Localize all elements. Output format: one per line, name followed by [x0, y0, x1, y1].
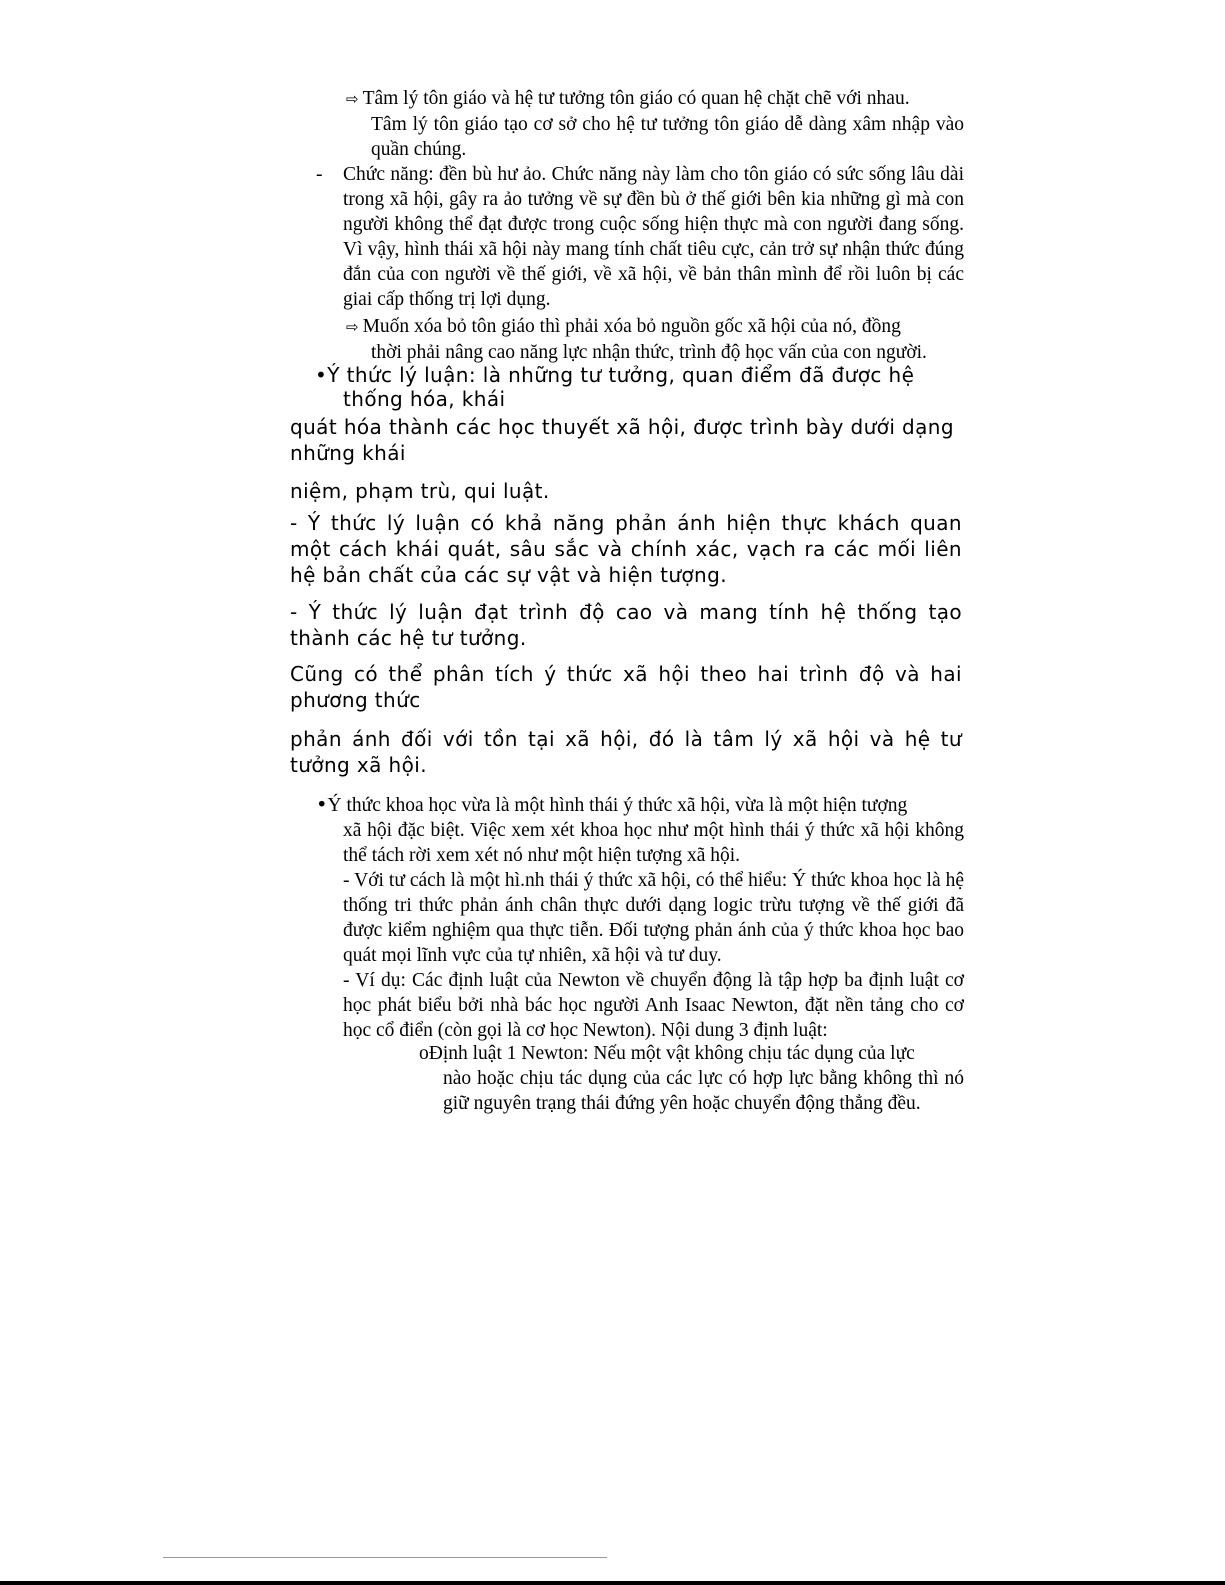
theory-bullet-line-1: [290, 362, 970, 388]
newton-law-1-line-1: [419, 1041, 964, 1066]
analysis-line-2: phương thức: [290, 688, 421, 712]
theory-bullet-text-1: Ý thức lý luận: là những tư tưởng, quan điểm đã được hệ: [327, 363, 915, 387]
bullet-icon: •: [316, 793, 328, 816]
newton-law-1-item: [419, 1041, 964, 1116]
function-paragraph: [316, 162, 964, 312]
theory-bullet-line-3: quát hóa thành các học thuyết xã hội, được trình bày dưới dạng: [290, 415, 954, 439]
arrow-paragraph-1-line-1: Tâm lý tôn giáo và hệ tư tưởng tôn giáo có quan hệ chặt chẽ với nhau.: [362, 88, 910, 109]
arrow-paragraph-2-line-2: thời phải nâng cao năng lực nhận thức, trình độ học vấn của con người.: [371, 342, 927, 363]
theory-ability-paragraph: - Ý thức lý luận có khả năng phản ánh hiện thực khách quan một cách khái quát, sâu sắc và chính xác, vạch ra các mối liên hệ bản chất của các sự vật và hiện tượng.: [290, 511, 962, 587]
arrow-paragraph-2-text-1: Muốn xóa bỏ tôn giáo thì phải xóa bỏ nguồn gốc xã hội của nó, đồng: [362, 316, 901, 337]
arrow-line-1: [346, 86, 964, 112]
arrow-paragraph-1-rest: Tâm lý tôn giáo tạo cơ sở cho hệ tư tưởng tôn giáo dễ dàng xâm nhập vào quần chúng.: [371, 114, 964, 160]
science-bullet-rest: xã hội đặc biệt. Việc xem xét khoa học như một hình thái ý thức xã hội không thể tách rời xem xét nó như một hiện tượng xã hội.: [343, 820, 964, 866]
analysis-line-1: Cũng có thể phân tích ý thức xã hội theo hai trình độ và hai: [290, 662, 962, 686]
science-bullet-text-1: Ý thức khoa học vừa là một hình thái ý thức xã hội, vừa là một hiện tượng: [327, 795, 908, 816]
dash-marker: -: [316, 164, 323, 185]
arrow-paragraph-2: [346, 314, 966, 365]
science-bullet-paragraph: [316, 792, 964, 1043]
theory-level-paragraph: - Ý thức lý luận đạt trình độ cao và mang tính hệ thống tạo thành các hệ tư tưởng.: [290, 600, 962, 650]
newton-example: - Ví dụ: Các định luật của Newton về chuyển động là tập hợp ba định luật cơ học phát biểu bởi nhà bác học người Anh Isaac Newton, đặt nền tảng cho cơ học cổ điển (còn gọi là cơ học Newton). Nội dung 3 định luật:: [343, 970, 964, 1041]
newton-law-1-rest: nào hoặc chịu tác dụng của các lực có hợp lực bằng không thì nó giữ nguyên trạng thái đứng yên hoặc chuyển động thẳng đều.: [443, 1068, 964, 1114]
analysis-paragraph: [290, 661, 962, 713]
newton-law-1-text-1: Định luật 1 Newton: Nếu một vật không chịu tác dụng của lực: [428, 1043, 915, 1064]
theory-bullet-line-5: niệm, phạm trù, qui luật.: [290, 479, 550, 503]
bullet-icon: •: [315, 363, 328, 387]
reflection-paragraph: phản ánh đối với tồn tại xã hội, đó là tâm lý xã hội và hệ tư tưởng xã hội.: [290, 727, 962, 777]
function-paragraph-text: Chức năng: đền bù hư ảo. Chức năng này làm cho tôn giáo có sức sống lâu dài trong xã hội, gây ra ảo tưởng về sự đền bù ở thế giới bên kia những gì mà con người không thể đạt được trong cuộc sống hiện thực mà con người đang sống. Vì vậy, hình thái xã hội này mang tính chất tiêu cực, cản trở sự nhận thức đúng đắn của con người về thế giới, về xã hội, về bản thân mình để rồi luôn bị các giai cấp thống trị lợi dụng.: [343, 164, 964, 310]
arrow-paragraph-2-line-1: [346, 314, 966, 340]
science-bullet-line-1: [316, 792, 964, 818]
theory-bullet-line-2: thống hóa, khái: [343, 387, 506, 411]
arrow-paragraph-1: [346, 86, 964, 162]
page-bottom-border: [0, 1581, 1225, 1585]
science-definition: - Với tư cách là một hì.nh thái ý thức xã hội, có thể hiểu: Ý thức khoa học là hệ thống tri thức phản ánh chân thực dưới dạng logic trừu tượng về thế giới đã được kiểm nghiệm qua thực tiễn. Đối tượng phản ánh của ý thức khoa học bao quát mọi lĩnh vực của tự nhiên, xã hội và tư duy.: [343, 870, 964, 966]
arrow-icon: ⇨: [346, 90, 359, 108]
circle-bullet-icon: o: [419, 1043, 429, 1064]
arrow-icon: ⇨: [346, 318, 359, 336]
theory-bullet-line-4: những khái: [290, 441, 406, 465]
footnote-separator: [163, 1557, 607, 1558]
theory-bullet-paragraph: [290, 362, 970, 504]
